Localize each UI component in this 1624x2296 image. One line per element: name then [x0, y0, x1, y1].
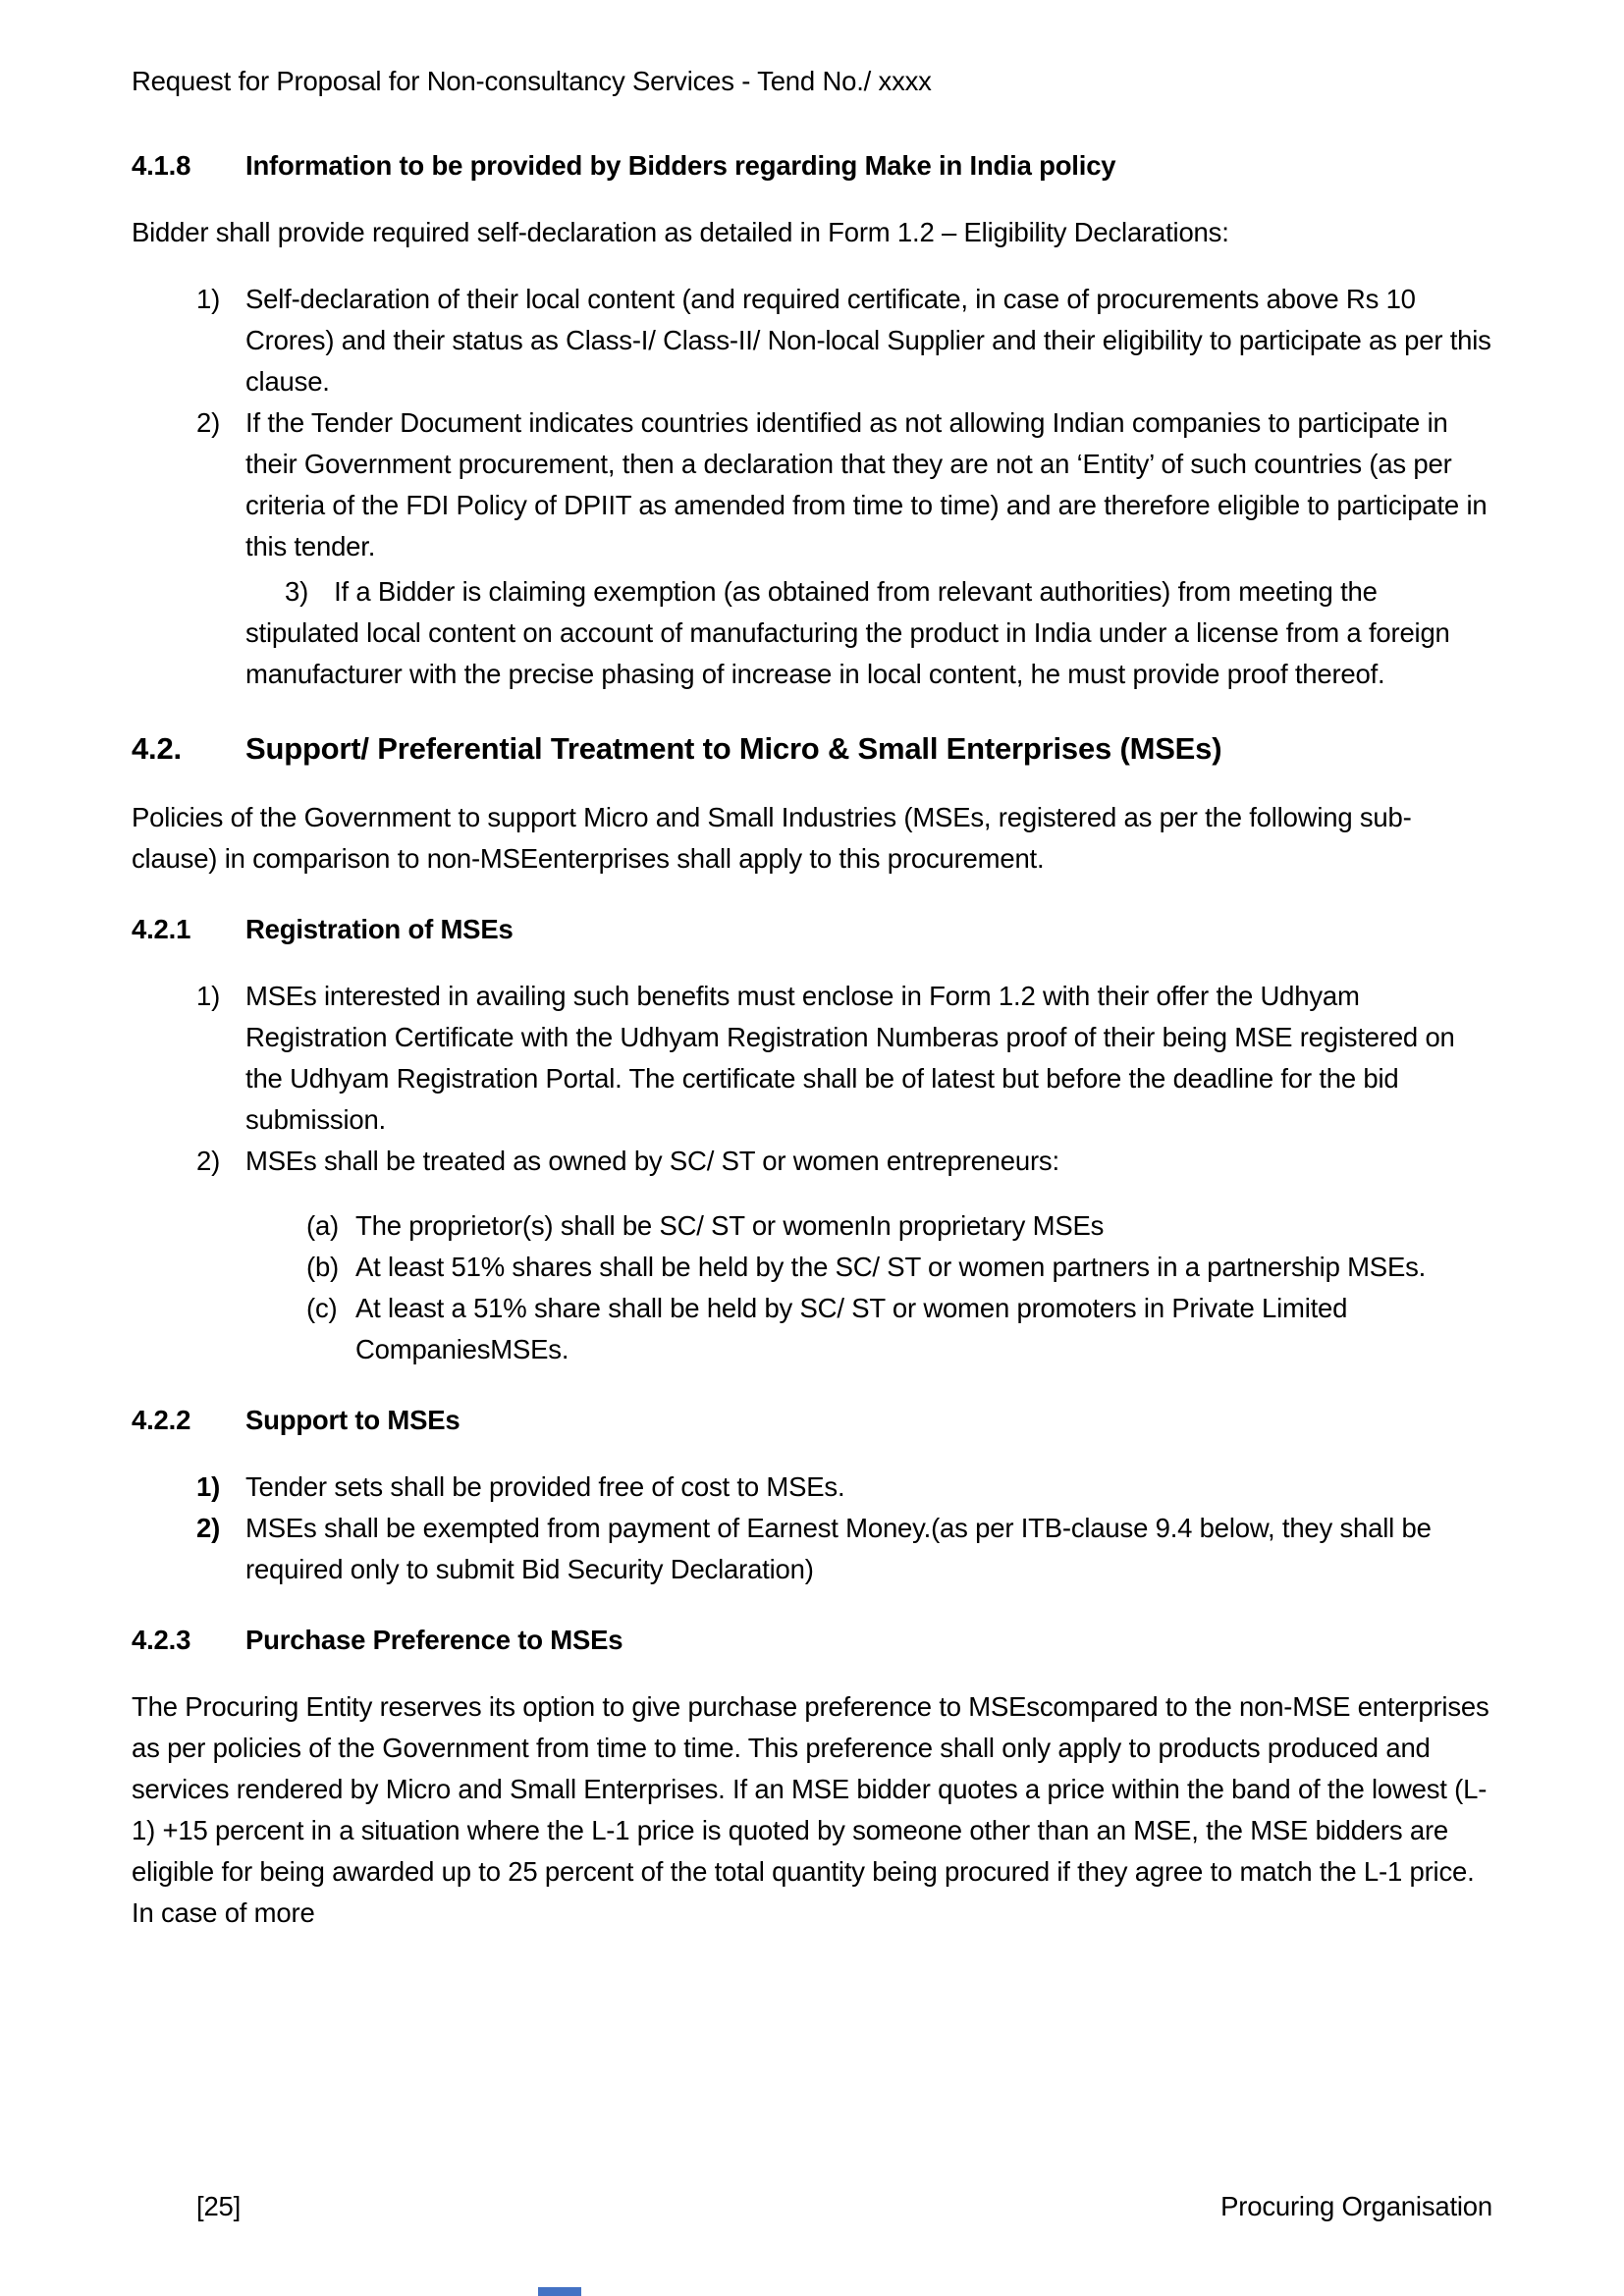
section-number: 4.2.1 [132, 914, 191, 944]
sublist-item [306, 1205, 1492, 1247]
numbered-list [196, 279, 1492, 567]
sublist-item-letter: (c) [306, 1293, 338, 1323]
section-title: Purchase Preference to MSEs [245, 1625, 623, 1655]
list-item [196, 402, 1492, 567]
list-item-text: Self-declaration of their local content (and required certificate, in case of procurements above Rs 10 Crores) and their status as Class-I/ Class-II/ Non-local Supplier and their eligibility to participate as per this clause. [245, 284, 1491, 397]
list-item-text: MSEs shall be treated as owned by SC/ ST or women entrepreneurs: [245, 1146, 1059, 1176]
section-title: Support to MSEs [245, 1405, 460, 1435]
section-number: 4.2.3 [132, 1625, 191, 1655]
sublist-item [306, 1247, 1492, 1288]
list-item-number: 2) [196, 1146, 221, 1176]
list-item-number: 1) [196, 981, 221, 1011]
list-item-text: Tender sets shall be provided free of cost to MSEs. [245, 1471, 845, 1502]
sublist-item-text: At least a 51% share shall be held by SC/ ST or women promoters in Private Limited CompaniesMSEs. [355, 1293, 1348, 1364]
section-number: 4.2. [132, 731, 182, 766]
section-title: Information to be provided by Bidders regarding Make in India policy [245, 150, 1116, 181]
list-item-number: 3) [285, 576, 309, 607]
numbered-list [196, 976, 1492, 1370]
section-heading-4-2 [132, 728, 1492, 770]
sublist-item [306, 1288, 1492, 1370]
list-item [196, 279, 1492, 402]
list-item-number: 1) [196, 284, 221, 314]
sublist-item-letter: (a) [306, 1210, 340, 1241]
list-item [196, 976, 1492, 1141]
list-item-text: If the Tender Document indicates countries identified as not allowing Indian companies to participate in their Government procurement, then a declaration that they are not an ‘Entity’ of such countries (as per criteria of the FDI Policy of DPIIT as amended from time to time) and are therefore eligible to participate in this tender. [245, 407, 1488, 561]
section-number: 4.1.8 [132, 150, 191, 181]
numbered-list [196, 1467, 1492, 1590]
list-item-number: 2) [196, 1513, 221, 1543]
list-item-text: MSEs interested in availing such benefits must enclose in Form 1.2 with their offer the Udhyam Registration Certificate with the Udhyam Registration Numberas proof of their being MSE registered on the Udhyam Registration Portal. The certificate shall be of latest but before the deadline for the bid submission. [245, 981, 1455, 1135]
page-header [132, 0, 1492, 102]
section-number: 4.2.2 [132, 1405, 191, 1435]
list-item [196, 1508, 1492, 1590]
footer-organisation: Procuring Organisation [1220, 2191, 1492, 2221]
body-paragraph: The Procuring Entity reserves its option to give purchase preference to MSEscompared to the non-MSE enterprises as per policies of the Government from time to time. This preference shall only apply to products produced and services rendered by Micro and Small Enterprises. If an MSE bidder quotes a price within the band of the lowest (L-1) +15 percent in a situation where the L-1 price is quoted by someone other than an MSE, the MSE bidders are eligible for being awarded up to 25 percent of the total quantity being procured if they agree to match the L-1 price. In case of more [132, 1691, 1489, 1928]
section-title: Support/ Preferential Treatment to Micro & Small Enterprises (MSEs) [245, 731, 1222, 766]
intro-paragraph: Bidder shall provide required self-declaration as detailed in Form 1.2 – Eligibility Declarations: [132, 217, 1229, 247]
section-title: Registration of MSEs [245, 914, 514, 944]
list-item-text: If a Bidder is claiming exemption (as obtained from relevant authorities) from meeting the stipulated local content on account of manufacturing the product in India under a license from a foreign manufacturer with the precise phasing of increase in local content, he must provide proof thereof. [245, 576, 1450, 689]
sublist-item-text: The proprietor(s) shall be SC/ ST or womenIn proprietary MSEs [355, 1210, 1105, 1241]
bottom-blue-strip [538, 2287, 581, 2296]
list-item-number: 1) [196, 1471, 221, 1502]
document-body [132, 145, 1492, 1934]
sublist-item-letter: (b) [306, 1252, 340, 1282]
list-item-text: MSEs shall be exempted from payment of Earnest Money.(as per ITB-clause 9.4 below, they shall be required only to submit Bid Security Declaration) [245, 1513, 1432, 1584]
section-heading-4-2-3 [132, 1620, 1492, 1661]
section-heading-4-2-2 [132, 1400, 1492, 1441]
list-item [196, 1467, 1492, 1508]
section-heading-4-1-8 [132, 145, 1492, 187]
section-heading-4-2-1 [132, 909, 1492, 950]
lettered-sublist [306, 1205, 1492, 1370]
intro-paragraph: Policies of the Government to support Micro and Small Industries (MSEs, registered as per the following sub-clause) in comparison to non-MSEenterprises shall apply to this procurement. [132, 802, 1412, 874]
page-footer [132, 2186, 1492, 2227]
sublist-item-text: At least 51% shares shall be held by the SC/ ST or women partners in a partnership MSEs. [355, 1252, 1427, 1282]
list-item [245, 571, 1492, 695]
list-item [196, 1141, 1492, 1182]
list-item-number: 2) [196, 407, 221, 438]
page-number: [25] [196, 2191, 242, 2221]
header-title: Request for Proposal for Non-consultancy Services - Tend No./ xxxx [132, 66, 932, 96]
